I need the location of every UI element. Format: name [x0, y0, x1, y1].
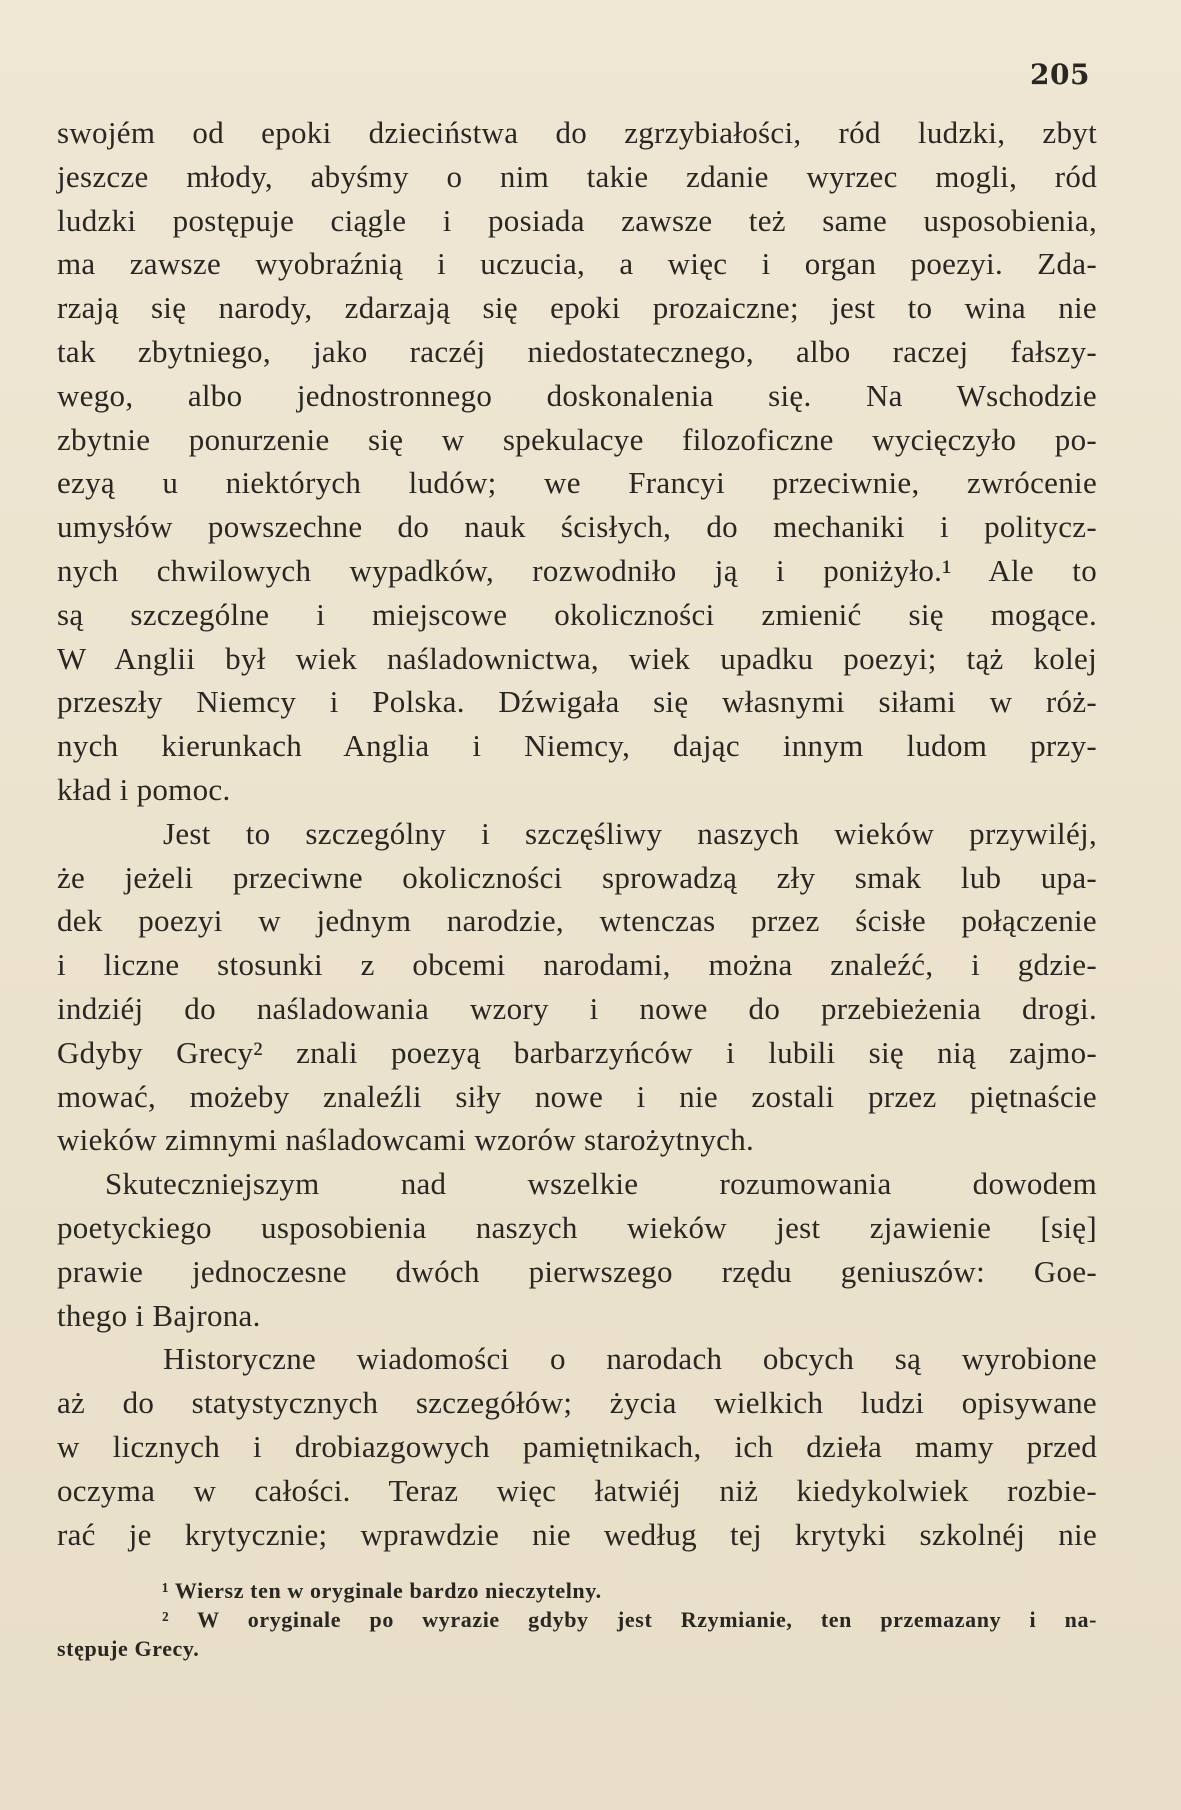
text-line: jeszcze młody, abyśmy o nim takie zdanie wyrzec mogli, ród [57, 158, 1097, 194]
text-line: poetyckiego usposobienia naszych wieków jest zjawienie [się] [57, 1209, 1097, 1245]
text-line: że jeżeli przeciwne okoliczności sprowadzą zły smak lub upa- [57, 859, 1097, 895]
text-line: Jest to szczególny i szczęśliwy naszych wieków przywiléj, [163, 815, 1097, 851]
text-line: zbytnie ponurzenie się w spekulacye filozoficzne wycięczyło po- [57, 421, 1097, 457]
text-line: rzają się narody, zdarzają się epoki prozaiczne; jest to wina nie [57, 290, 1097, 326]
text-line: wieków zimnymi naśladowcami wzorów starożytnych. [57, 1122, 755, 1158]
footnotes [57, 1576, 1097, 1663]
text-line: rać je krytycznie; wprawdzie nie według tej krytyki szkolnéj nie [57, 1516, 1097, 1552]
text-line: oczyma w całości. Teraz więc łatwiéj niż kiedykolwiek rozbie- [57, 1472, 1097, 1508]
page-number: 205 [1030, 58, 1090, 91]
text-line: nych chwilowych wypadków, rozwodniło ją i poniżyło.¹ Ale to [57, 552, 1097, 588]
text-line: wego, albo jednostronnego doskonalenia się. Na Wschodzie [57, 377, 1097, 413]
text-line: przeszły Niemcy i Polska. Dźwigała się własnymi siłami w róż- [57, 684, 1097, 720]
text-line: thego i Bajrona. [57, 1297, 261, 1333]
text-line: umysłów powszechne do nauk ścisłych, do mechaniki i politycz- [57, 509, 1097, 545]
text-line: Historyczne wiadomości o narodach obcych są wyrobione [163, 1341, 1097, 1377]
text-line: i liczne stosunki z obcemi narodami, można znaleźć, i gdzie- [57, 947, 1097, 983]
main-text [57, 111, 1097, 1556]
text-line: tak zbytniego, jako raczéj niedostatecznego, albo raczej fałszy- [57, 333, 1097, 369]
text-line: w licznych i drobiazgowych pamiętnikach, ich dzieła mamy przed [57, 1428, 1097, 1464]
text-line: kład i pomoc. [57, 771, 231, 807]
footnote-line: ¹ Wiersz ten w oryginale bardzo nieczytelny. [162, 1578, 602, 1603]
text-line: nych kierunkach Anglia i Niemcy, dając innym ludom przy- [57, 728, 1097, 764]
text-line: indziéj do naśladowania wzory i nowe do przebieżenia drogi. [57, 990, 1097, 1026]
footnote-line: ² W oryginale po wyrazie gdyby jest Rzymianie, ten przemazany i na- [162, 1607, 1097, 1632]
text-line: ludzki postępuje ciągle i posiada zawsze też same usposobienia, [57, 202, 1097, 238]
text-line: Gdyby Grecy² znali poezyą barbarzyńców i lubili się nią zajmo- [57, 1034, 1097, 1070]
text-line: są szczególne i miejscowe okoliczności zmienić się mogące. [57, 596, 1097, 632]
text-line: dek poezyi w jednym narodzie, wtenczas przez ścisłe połączenie [57, 903, 1097, 939]
text-line: mować, możeby znaleźli siły nowe i nie zostali przez piętnaście [57, 1078, 1097, 1114]
text-line: Skuteczniejszym nad wszelkie rozumowania dowodem [105, 1166, 1097, 1202]
text-line: prawie jednoczesne dwóch pierwszego rzędu geniuszów: Goe- [57, 1253, 1097, 1289]
footnote-line: stępuje Grecy. [57, 1636, 200, 1661]
text-line: ezyą u niektórych ludów; we Francyi przeciwnie, zwrócenie [57, 465, 1097, 501]
text-line: ma zawsze wyobraźnią i uczucia, a więc i organ poezyi. Zda- [57, 246, 1097, 282]
text-line: aż do statystycznych szczegółów; życia wielkich ludzi opisywane [57, 1385, 1097, 1421]
text-line: swojém od epoki dzieciństwa do zgrzybiałości, ród ludzki, zbyt [57, 115, 1097, 150]
text-line: W Anglii był wiek naśladownictwa, wiek upadku poezyi; tąż kolej [57, 640, 1097, 676]
